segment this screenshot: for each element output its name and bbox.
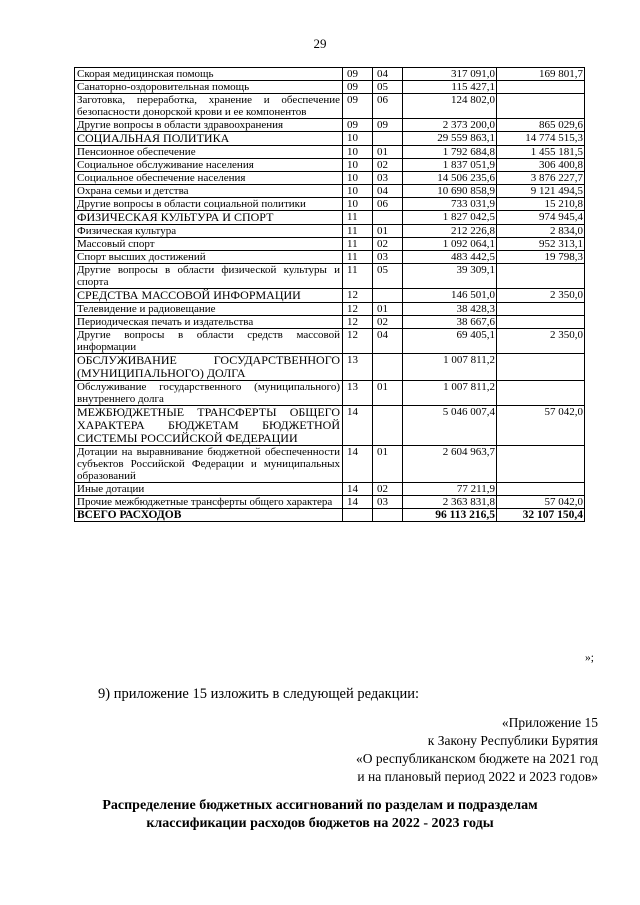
budget-table [74, 67, 585, 522]
row-name-cell: Другие вопросы в области социальной политики [75, 198, 343, 211]
section-code-cell: 12 [343, 329, 373, 354]
table-row [75, 496, 585, 509]
row-name-cell: Пенсионное обеспечение [75, 146, 343, 159]
table-row [75, 316, 585, 329]
subsection-code-cell [373, 509, 403, 522]
section-code-cell: 10 [343, 159, 373, 172]
section-code-cell: 09 [343, 119, 373, 132]
appendix-line: «О республиканском бюджете на 2021 год [355, 751, 598, 766]
table-row [75, 198, 585, 211]
table-total-row [75, 509, 585, 522]
amount-2022-cell: 146 501,0 [403, 289, 497, 303]
subsection-code-cell: 01 [373, 446, 403, 483]
subsection-code-cell: 03 [373, 496, 403, 509]
table-row [75, 264, 585, 289]
section-code-cell: 14 [343, 496, 373, 509]
row-name-cell: Другие вопросы в области физической культуры и спорта [75, 264, 343, 289]
amount-2023-cell [497, 381, 585, 406]
amount-2023-cell [497, 316, 585, 329]
subsection-code-cell [373, 354, 403, 381]
subsection-code-cell: 01 [373, 303, 403, 316]
total-closing-mark: »; [585, 652, 594, 664]
page-number: 29 [313, 36, 327, 51]
section-code-cell: 10 [343, 132, 373, 146]
amount-2022-cell: 38 667,6 [403, 316, 497, 329]
amount-2022-cell: 29 559 863,1 [403, 132, 497, 146]
appendix-line: к Закону Республики Бурятия [427, 733, 598, 748]
subsection-code-cell: 02 [373, 238, 403, 251]
row-name-cell: Спорт высших достижений [75, 251, 343, 264]
budget-table-body [75, 68, 585, 522]
section-code-cell: 11 [343, 238, 373, 251]
amount-2023-cell: 306 400,8 [497, 159, 585, 172]
appendix-line: и на плановый период 2022 и 2023 годов» [357, 769, 598, 784]
section-code-cell: 09 [343, 94, 373, 119]
section-code-cell: 10 [343, 185, 373, 198]
row-name-cell: Санаторно-оздоровительная помощь [75, 81, 343, 94]
amount-2023-cell: 2 350,0 [497, 329, 585, 354]
row-name-cell: Периодическая печать и издательства [75, 316, 343, 329]
amount-2023-cell [497, 303, 585, 316]
table-section-row [75, 289, 585, 303]
section-code-cell: 12 [343, 303, 373, 316]
amount-2023-cell [497, 94, 585, 119]
row-name-cell: Заготовка, переработка, хранение и обеспечение безопасности донорской крови и ее компонентов [75, 94, 343, 119]
subsection-code-cell: 02 [373, 316, 403, 329]
section-code-cell: 11 [343, 225, 373, 238]
table-section-row [75, 211, 585, 225]
amount-2022-cell: 39 309,1 [403, 264, 497, 289]
section-code-cell: 14 [343, 406, 373, 446]
row-name-cell: Массовый спорт [75, 238, 343, 251]
section-code-cell: 12 [343, 289, 373, 303]
table-row [75, 119, 585, 132]
table-row [75, 238, 585, 251]
amount-2022-cell: 1 837 051,9 [403, 159, 497, 172]
row-name-cell: МЕЖБЮДЖЕТНЫЕ ТРАНСФЕРТЫ ОБЩЕГО ХАРАКТЕРА БЮДЖЕТАМ БЮДЖЕТНОЙ СИСТЕМЫ РОССИЙСКОЙ ФЕДЕРАЦИИ [75, 406, 343, 446]
row-name-cell: Социальное обеспечение населения [75, 172, 343, 185]
section-code-cell: 09 [343, 68, 373, 81]
amount-2023-cell [497, 354, 585, 381]
title-line: классификации расходов бюджетов на 2022 - 2023 годы [146, 816, 494, 831]
subsection-code-cell [373, 132, 403, 146]
table-row [75, 225, 585, 238]
subsection-code-cell [373, 211, 403, 225]
amount-2022-cell: 115 427,1 [403, 81, 497, 94]
section-code-cell: 10 [343, 198, 373, 211]
section-code-cell: 10 [343, 146, 373, 159]
amount-2022-cell: 2 373 200,0 [403, 119, 497, 132]
amount-2022-cell: 77 211,9 [403, 483, 497, 496]
section-code-cell: 14 [343, 446, 373, 483]
table-row [75, 446, 585, 483]
table-section-row [75, 132, 585, 146]
subsection-code-cell: 06 [373, 94, 403, 119]
amount-2023-cell: 1 455 181,5 [497, 146, 585, 159]
table-row [75, 483, 585, 496]
row-name-cell: Социальное обслуживание населения [75, 159, 343, 172]
amount-2022-cell: 14 506 235,6 [403, 172, 497, 185]
amount-2022-cell: 1 007 811,2 [403, 381, 497, 406]
amount-2023-cell: 865 029,6 [497, 119, 585, 132]
table-section-row [75, 354, 585, 381]
amount-2023-cell [497, 264, 585, 289]
section-code-cell [343, 509, 373, 522]
subsection-code-cell: 04 [373, 185, 403, 198]
amount-2022-cell: 483 442,5 [403, 251, 497, 264]
table-row [75, 251, 585, 264]
amount-2022-cell: 1 827 042,5 [403, 211, 497, 225]
section-code-cell: 10 [343, 172, 373, 185]
amount-2023-cell: 952 313,1 [497, 238, 585, 251]
amount-2022-cell: 733 031,9 [403, 198, 497, 211]
section-code-cell: 12 [343, 316, 373, 329]
amount-2023-cell [497, 446, 585, 483]
amount-2022-cell: 69 405,1 [403, 329, 497, 354]
amount-2023-cell: 2 834,0 [497, 225, 585, 238]
table-row [75, 172, 585, 185]
appendix-heading [356, 714, 598, 786]
row-name-cell: Телевидение и радиовещание [75, 303, 343, 316]
section-code-cell: 14 [343, 483, 373, 496]
title-line: Распределение бюджетных ассигнований по разделам и подразделам [102, 798, 538, 813]
amount-2023-cell: 57 042,0 [497, 406, 585, 446]
subsection-code-cell: 01 [373, 146, 403, 159]
amount-2022-cell: 2 604 963,7 [403, 446, 497, 483]
amount-2022-cell: 38 428,3 [403, 303, 497, 316]
amount-2022-cell: 124 802,0 [403, 94, 497, 119]
document-title [0, 797, 640, 833]
table-row [75, 329, 585, 354]
table-row [75, 159, 585, 172]
row-name-cell: Иные дотации [75, 483, 343, 496]
subsection-code-cell: 03 [373, 172, 403, 185]
amount-2022-cell: 1 792 684,8 [403, 146, 497, 159]
subsection-code-cell [373, 406, 403, 446]
row-name-cell: Другие вопросы в области средств массовой информации [75, 329, 343, 354]
row-name-cell: Другие вопросы в области здравоохранения [75, 119, 343, 132]
amount-2023-cell: 9 121 494,5 [497, 185, 585, 198]
section-code-cell: 13 [343, 354, 373, 381]
subsection-code-cell: 06 [373, 198, 403, 211]
row-name-cell: Охрана семьи и детства [75, 185, 343, 198]
subsection-code-cell: 02 [373, 483, 403, 496]
subsection-code-cell: 03 [373, 251, 403, 264]
table-section-row [75, 406, 585, 446]
table-row [75, 185, 585, 198]
section-code-cell: 09 [343, 81, 373, 94]
table-row [75, 68, 585, 81]
subsection-code-cell: 09 [373, 119, 403, 132]
row-name-cell: Обслуживание государственного (муниципального) внутреннего долга [75, 381, 343, 406]
amount-2022-cell: 1 007 811,2 [403, 354, 497, 381]
total-2023-cell: 32 107 150,4 [497, 509, 585, 522]
amount-2023-cell: 2 350,0 [497, 289, 585, 303]
amount-2023-cell: 15 210,8 [497, 198, 585, 211]
amount-2022-cell: 1 092 064,1 [403, 238, 497, 251]
amount-2023-cell [497, 483, 585, 496]
row-name-cell: СРЕДСТВА МАССОВОЙ ИНФОРМАЦИИ [75, 289, 343, 303]
row-name-cell: Физическая культура [75, 225, 343, 238]
amount-2022-cell: 317 091,0 [403, 68, 497, 81]
amendment-instruction: 9) приложение 15 изложить в следующей редакции: [98, 686, 420, 702]
subsection-code-cell [373, 289, 403, 303]
row-name-cell: СОЦИАЛЬНАЯ ПОЛИТИКА [75, 132, 343, 146]
subsection-code-cell: 04 [373, 329, 403, 354]
amount-2023-cell: 3 876 227,7 [497, 172, 585, 185]
subsection-code-cell: 01 [373, 381, 403, 406]
total-2022-cell: 96 113 216,5 [403, 509, 497, 522]
table-row [75, 303, 585, 316]
section-code-cell: 11 [343, 211, 373, 225]
amount-2022-cell: 10 690 858,9 [403, 185, 497, 198]
amount-2022-cell: 212 226,8 [403, 225, 497, 238]
total-label-cell: ВСЕГО РАСХОДОВ [75, 509, 343, 522]
amount-2023-cell: 974 945,4 [497, 211, 585, 225]
subsection-code-cell: 04 [373, 68, 403, 81]
row-name-cell: Скорая медицинская помощь [75, 68, 343, 81]
amount-2023-cell [497, 81, 585, 94]
amount-2023-cell: 169 801,7 [497, 68, 585, 81]
row-name-cell: ФИЗИЧЕСКАЯ КУЛЬТУРА И СПОРТ [75, 211, 343, 225]
table-row [75, 146, 585, 159]
amount-2022-cell: 5 046 007,4 [403, 406, 497, 446]
appendix-line: «Приложение 15 [501, 715, 598, 730]
subsection-code-cell: 01 [373, 225, 403, 238]
subsection-code-cell: 05 [373, 264, 403, 289]
table-row [75, 94, 585, 119]
section-code-cell: 11 [343, 251, 373, 264]
section-code-cell: 13 [343, 381, 373, 406]
subsection-code-cell: 02 [373, 159, 403, 172]
row-name-cell: ОБСЛУЖИВАНИЕ ГОСУДАРСТВЕННОГО (МУНИЦИПАЛЬНОГО) ДОЛГА [75, 354, 343, 381]
amount-2023-cell: 57 042,0 [497, 496, 585, 509]
section-code-cell: 11 [343, 264, 373, 289]
subsection-code-cell: 05 [373, 81, 403, 94]
amount-2023-cell: 19 798,3 [497, 251, 585, 264]
row-name-cell: Дотации на выравнивание бюджетной обеспеченности субъектов Российской Федерации и муниципальных образований [75, 446, 343, 483]
table-row [75, 81, 585, 94]
table-row [75, 381, 585, 406]
amount-2022-cell: 2 363 831,8 [403, 496, 497, 509]
row-name-cell: Прочие межбюджетные трансферты общего характера [75, 496, 343, 509]
amount-2023-cell: 14 774 515,3 [497, 132, 585, 146]
